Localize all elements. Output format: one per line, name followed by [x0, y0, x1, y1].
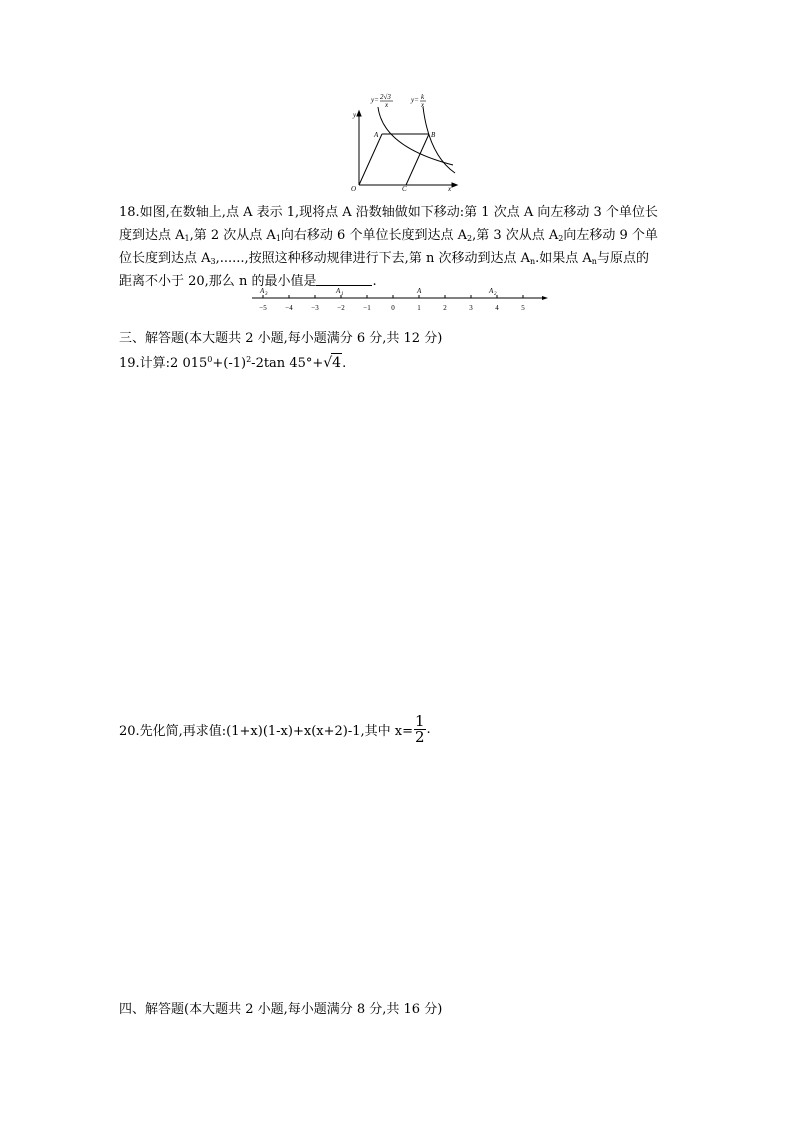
curve2-label-prefix: y= — [411, 96, 419, 104]
point-c-label: C — [402, 185, 407, 191]
square-root — [323, 353, 342, 373]
section-4-title: 四、解答题(本大题共 2 小题,每小题满分 8 分,共 16 分) — [119, 1002, 443, 1017]
superscript: 2 — [246, 355, 252, 364]
section-3-title: 三、解答题(本大题共 2 小题,每小题满分 6 分,共 12 分) — [119, 331, 443, 346]
q18-text: 度到达点 A — [119, 228, 185, 243]
q18-text: ,......,按照这种移动规律进行下去,第 n 次移动到达点 A — [215, 251, 530, 266]
subscript: 1 — [184, 234, 190, 243]
q18-text: 向右移动 6 个单位长度到达点 A — [280, 228, 467, 243]
curve2-label-den: x — [421, 101, 425, 109]
hyperbola-figure — [345, 93, 460, 191]
curve1-label-num: 2√3 — [380, 93, 391, 101]
q19-text: +(-1) — [212, 356, 247, 371]
question-20 — [119, 712, 431, 746]
number-line-tick-label: −1 — [363, 304, 371, 312]
radical-sign-icon: √ — [323, 355, 333, 371]
y-axis-label: y — [353, 111, 357, 119]
q18-text: .如果点 A — [535, 251, 592, 266]
q18-text: 距离不小于 20,那么 n 的最小值是 — [119, 274, 317, 289]
number-line-figure — [250, 284, 550, 316]
a1-subscript: 1 — [341, 292, 344, 297]
subscript: 1 — [275, 234, 281, 243]
superscript: 0 — [207, 355, 213, 364]
q18-text: ,第 2 次从点 A — [189, 228, 276, 243]
a3-label: A — [260, 287, 265, 295]
x-axis-label: x — [448, 185, 452, 191]
fraction-denominator: 2 — [414, 727, 425, 746]
curve1-label-prefix: y= — [371, 96, 379, 104]
subscript: n — [529, 257, 536, 266]
curve1-label-den: x — [385, 101, 389, 109]
subscript: 3 — [210, 257, 216, 266]
q18-text: 位长度到达点 A — [119, 251, 211, 266]
question-18 — [119, 201, 694, 293]
q19-text: -2tan 45°+ — [251, 356, 324, 371]
a-label: A — [417, 287, 422, 295]
radicand: 4 — [332, 355, 342, 371]
q18-line-1: 18.如图,在数轴上,点 A 表示 1,现将点 A 沿数轴做如下移动:第 1 次点 A 向左移动 3 个单位长 — [119, 205, 658, 220]
question-19 — [119, 351, 346, 373]
fraction-numerator: 1 — [414, 711, 425, 730]
q19-text: 19.计算:2 015 — [119, 356, 208, 371]
number-line-tick-label: 2 — [443, 304, 447, 312]
number-line-tick-label: −2 — [337, 304, 345, 312]
subscript: n — [591, 257, 597, 266]
number-line-tick-label: 0 — [391, 304, 395, 312]
number-line-tick-label: 4 — [495, 304, 499, 312]
q18-text: . — [372, 274, 377, 289]
curve2-label-num: k — [421, 93, 425, 101]
number-line-tick-label: −5 — [259, 304, 267, 312]
q20-text: 20.先化简,再求值:(1+x)(1-x)+x(x+2)-1,其中 x= — [119, 723, 413, 739]
number-line-tick-label: −3 — [311, 304, 319, 312]
subscript: 2 — [558, 234, 564, 243]
fraction — [414, 711, 426, 746]
a3-subscript: 3 — [265, 292, 268, 297]
a2-label: A — [489, 287, 494, 295]
q18-text: 向左移动 9 个单 — [563, 228, 658, 243]
number-line-tick-label: −4 — [285, 304, 293, 312]
subscript: 2 — [466, 234, 473, 243]
q18-line-3 — [119, 247, 694, 270]
origin-label: O — [351, 185, 357, 191]
number-line-tick-label: 1 — [417, 304, 421, 312]
q19-text: . — [342, 356, 347, 371]
a2-subscript: 2 — [494, 292, 497, 297]
number-line-tick-label: 5 — [521, 304, 525, 312]
q18-line-2 — [119, 224, 694, 247]
point-a-label: A — [374, 131, 379, 139]
a1-label: A — [336, 287, 341, 295]
q18-text: 与原点的 — [596, 251, 649, 266]
point-b-label: B — [431, 131, 436, 139]
number-line-tick-label: 3 — [469, 304, 473, 312]
q18-text: ,第 3 次从点 A — [472, 228, 559, 243]
q20-text: . — [426, 721, 431, 737]
